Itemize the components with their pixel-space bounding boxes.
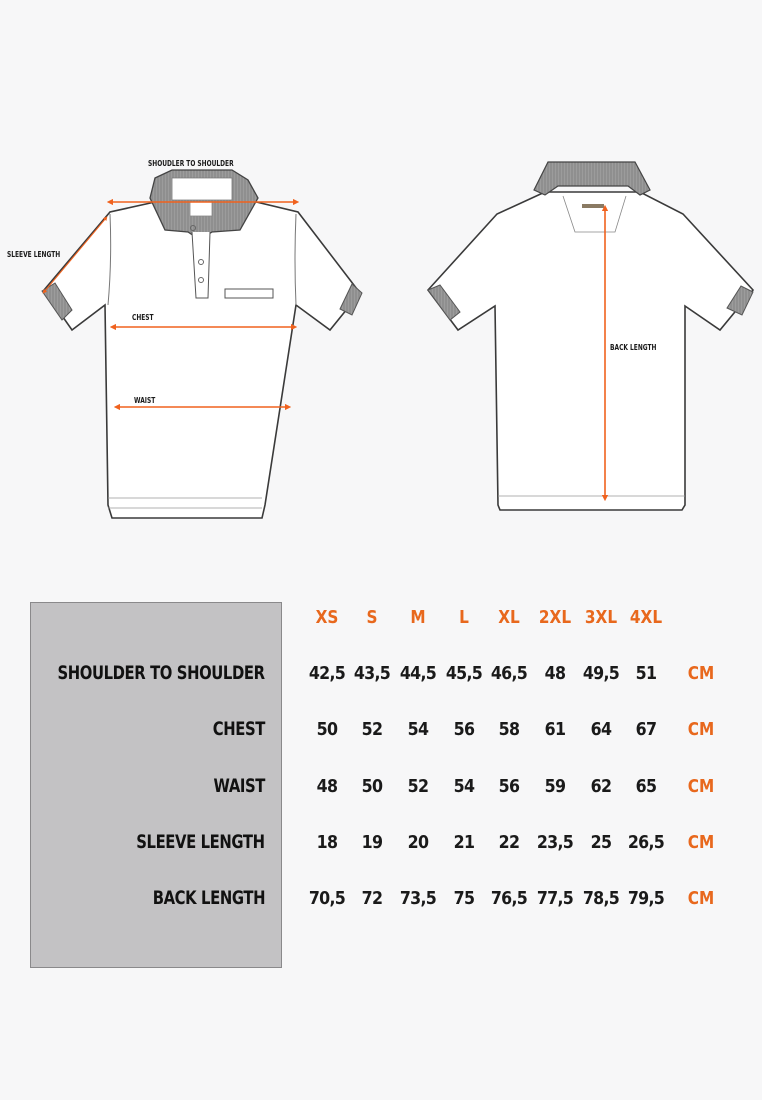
table-cell: 62 [590, 776, 612, 797]
table-cell: 77,5 [536, 888, 574, 909]
size-header: S [366, 607, 378, 628]
sleeve-length-label: SLEEVE LENGTH [7, 250, 61, 259]
table-cell: 21 [453, 832, 475, 853]
table-cell: 56 [453, 719, 475, 740]
unit-label: CM [687, 719, 715, 740]
table-cell: 50 [316, 719, 338, 740]
table-cell: 22 [498, 832, 520, 853]
table-cell: 23,5 [536, 832, 574, 853]
table-cell: 25 [590, 832, 612, 853]
table-cell: 61 [544, 719, 566, 740]
table-cell: 20 [407, 832, 429, 853]
waist-label: WAIST [134, 396, 156, 405]
table-cell: 76,5 [490, 888, 528, 909]
row-label: SHOULDER TO SHOULDER [57, 662, 265, 684]
size-header: 2XL [538, 607, 572, 628]
row-label: BACK LENGTH [152, 887, 265, 909]
table-cell: 67 [635, 719, 657, 740]
table-cell: 79,5 [627, 888, 665, 909]
size-header: XL [498, 607, 520, 628]
size-header: L [459, 607, 469, 628]
table-cell: 48 [544, 663, 566, 684]
row-label: WAIST [213, 775, 265, 797]
front-shirt-illustration [0, 140, 380, 530]
table-cell: 52 [407, 776, 429, 797]
table-cell: 26,5 [627, 832, 665, 853]
unit-label: CM [687, 776, 715, 797]
table-cell: 54 [453, 776, 475, 797]
table-cell: 49,5 [582, 663, 620, 684]
table-cell: 65 [635, 776, 657, 797]
table-cell: 42,5 [308, 663, 346, 684]
unit-label: CM [687, 888, 715, 909]
table-cell: 45,5 [445, 663, 483, 684]
table-cell: 64 [590, 719, 612, 740]
table-cell: 52 [361, 719, 383, 740]
table-cell: 59 [544, 776, 566, 797]
table-cell: 70,5 [308, 888, 346, 909]
chest-label: CHEST [132, 313, 154, 322]
table-cell: 73,5 [399, 888, 437, 909]
size-header: XS [315, 607, 339, 628]
unit-label: CM [687, 663, 715, 684]
table-cell: 46,5 [490, 663, 528, 684]
back-length-label: BACK LENGTH [610, 343, 657, 352]
table-cell: 19 [361, 832, 383, 853]
shoulder-label: SHOUDLER TO SHOULDER [148, 159, 234, 168]
size-header: 3XL [584, 607, 618, 628]
size-header: M [410, 607, 426, 628]
table-cell: 54 [407, 719, 429, 740]
table-cell: 72 [361, 888, 383, 909]
size-header: 4XL [629, 607, 663, 628]
row-label: SLEEVE LENGTH [136, 831, 265, 853]
table-cell: 56 [498, 776, 520, 797]
row-label: CHEST [212, 718, 265, 740]
table-cell: 44,5 [399, 663, 437, 684]
table-cell: 50 [361, 776, 383, 797]
table-cell: 78,5 [582, 888, 620, 909]
table-cell: 51 [635, 663, 657, 684]
table-cell: 18 [316, 832, 338, 853]
back-shirt-illustration [420, 150, 762, 520]
table-cell: 75 [453, 888, 475, 909]
table-cell: 58 [498, 719, 520, 740]
unit-label: CM [687, 832, 715, 853]
table-cell: 43,5 [353, 663, 391, 684]
table-cell: 48 [316, 776, 338, 797]
